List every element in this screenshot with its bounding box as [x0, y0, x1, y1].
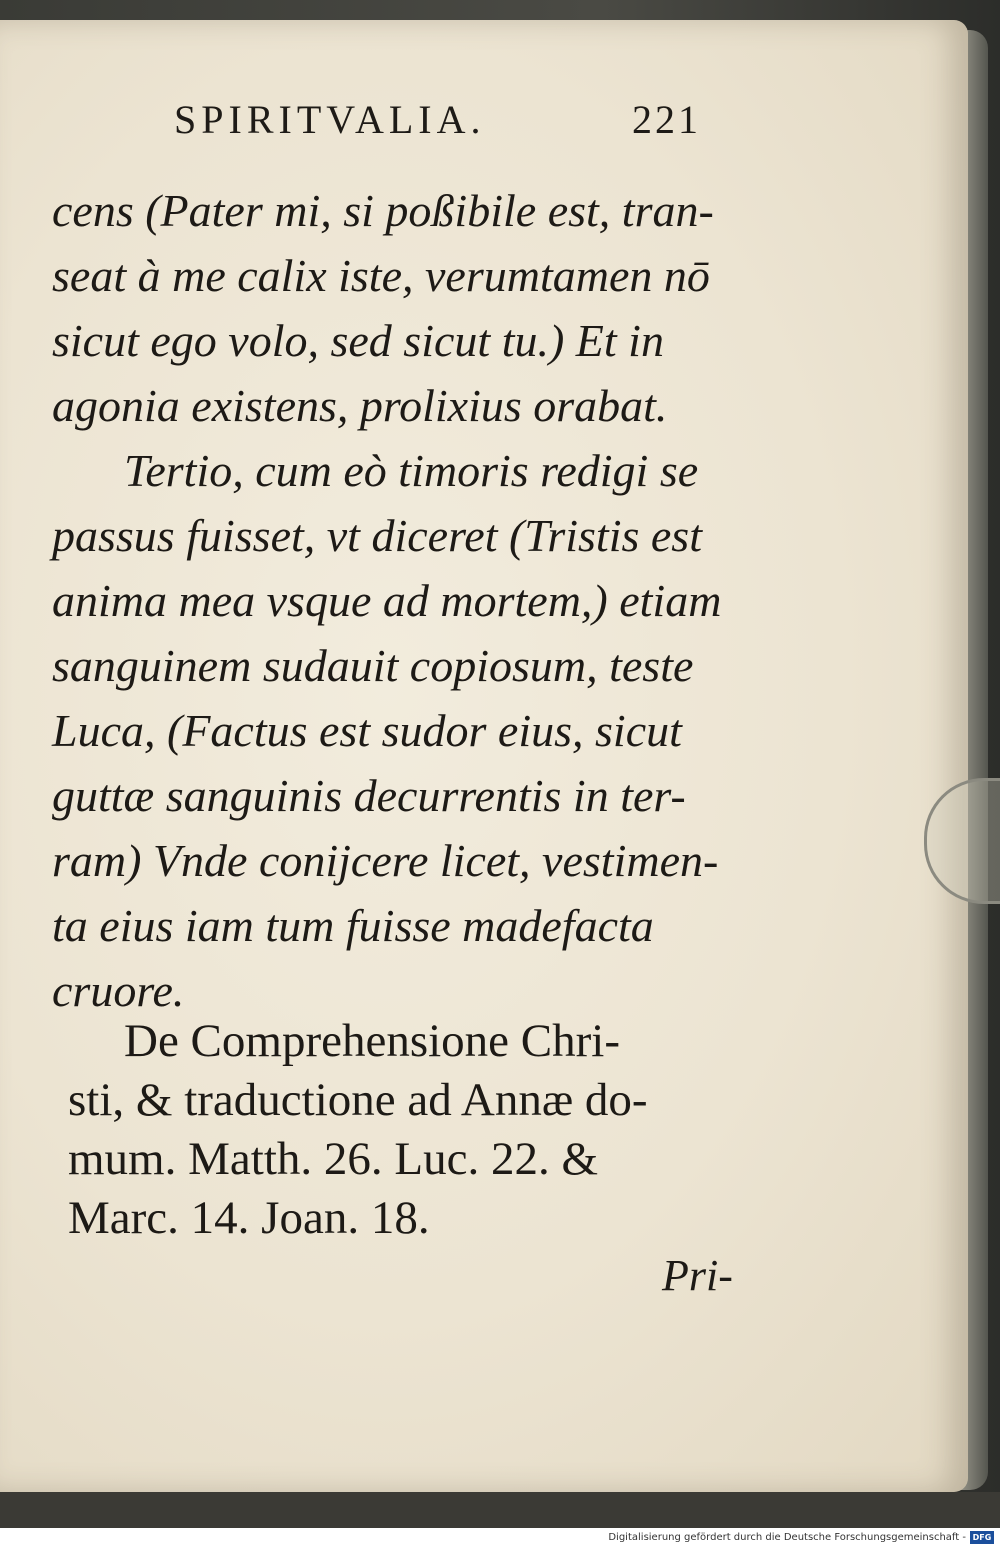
section-heading: [68, 1012, 768, 1248]
text-line: sicut ego volo, sed sicut tu.) Et in: [52, 315, 664, 366]
heading-line: sti, & traductione ad Annæ do-: [68, 1074, 648, 1126]
text-line: agonia existens, prolixius orabat.: [52, 380, 668, 431]
text-line: passus fuisset, vt diceret (Tristis est: [52, 510, 702, 561]
text-line: Tertio, cum eò timoris redigi se: [124, 445, 699, 496]
text-line: ram) Vnde conijcere licet, vestimen-: [52, 835, 719, 886]
heading-line: Marc. 14. Joan. 18.: [68, 1192, 430, 1244]
heading-line: mum. Matth. 26. Luc. 22. &: [68, 1133, 599, 1185]
page-number: 221: [632, 97, 701, 142]
heading-line: De Comprehensione Chri-: [124, 1015, 621, 1067]
text-line: cens (Pater mi, si poßibile est, tran-: [52, 185, 714, 236]
running-title: SPIRITVALIA.: [174, 97, 486, 142]
italic-text-block: [52, 178, 752, 1023]
text-line: guttæ sanguinis decurrentis in ter-: [52, 770, 686, 821]
book-bottom-edge: [0, 1492, 1000, 1528]
text-line: anima mea vsque ad mortem,) etiam: [52, 575, 722, 626]
text-line: sanguinem sudauit copiosum, teste: [52, 640, 694, 691]
text-line: seat à me calix iste, verumtamen nō: [52, 250, 710, 301]
catchword: Pri-: [662, 1251, 733, 1300]
dfg-logo: DFG: [970, 1531, 994, 1544]
text-line: Luca, (Factus est sudor eius, sicut: [52, 705, 682, 756]
text-line: ta eius iam tum fuisse madefacta: [52, 900, 654, 951]
text-line: cruore.: [52, 965, 185, 1016]
digitization-credit: Digitalisierung gefördert durch die Deutsche Forschungsgemeinschaft -: [608, 1532, 966, 1543]
